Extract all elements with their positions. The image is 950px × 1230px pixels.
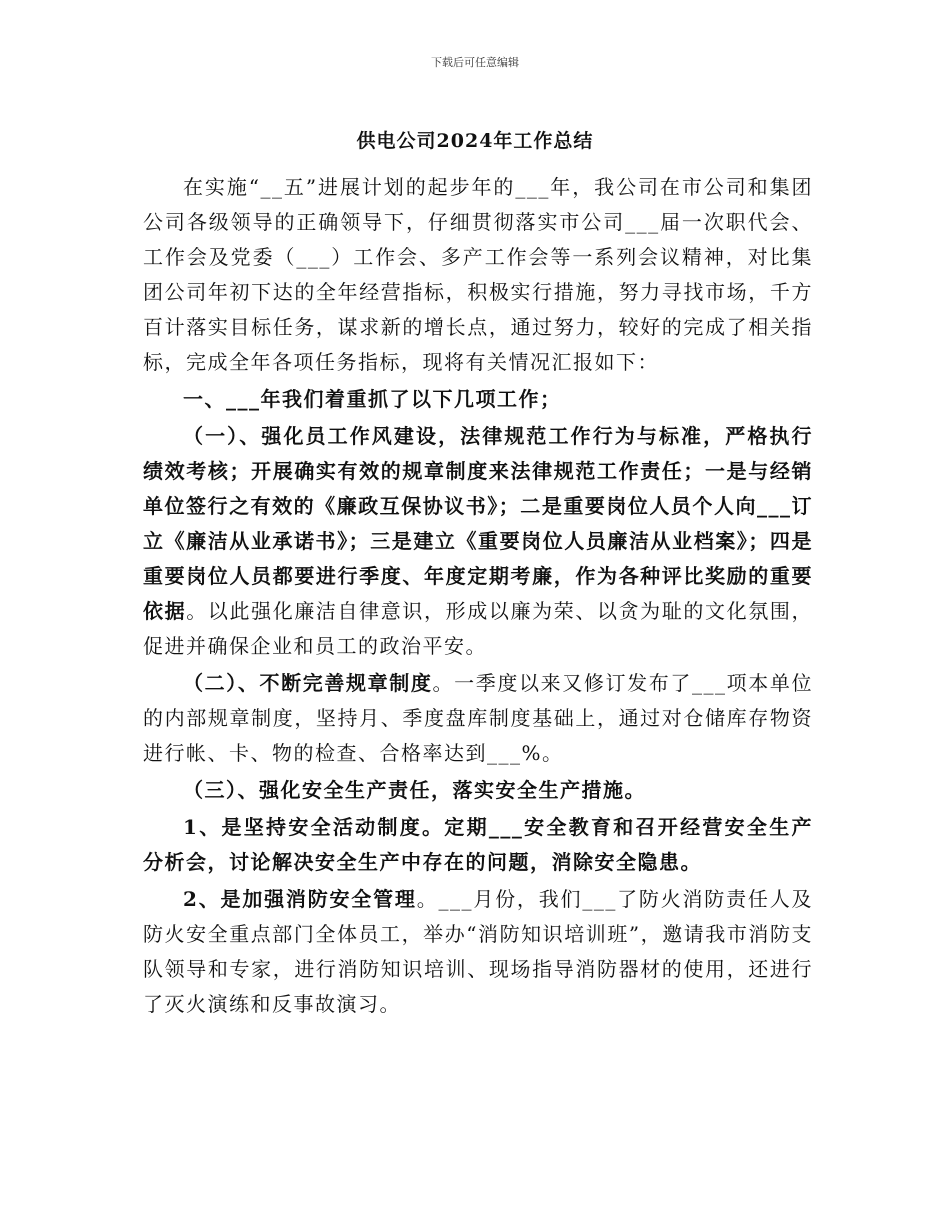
paragraph-normal-text: 。___月份，我们___了防火消防责任人及防火安全重点部门全体员工，举办“消防知识培训班”，邀请我市消防支队领导和专家，进行消防知识培训、现场指导消防器材的使用，还进行了灭火演练和反事故演习。 — [143, 887, 814, 1016]
paragraph-section-1-2 — [143, 666, 813, 771]
paragraph-normal-text: 。以此强化廉洁自律意识，形成以廉为荣、以贪为耻的文化氛围，促进并确保企业和员工的政治平安。 — [143, 599, 814, 658]
paragraph-bold-text: （二）、不断完善规章制度 — [183, 671, 433, 695]
paragraph-bold-text: 2、是加强消防安全管理 — [183, 887, 417, 911]
section-heading-1: 一、___年我们着重抓了以下几项工作； — [183, 387, 562, 411]
paragraph-section-1-3: （三）、强化安全生产责任，落实安全生产措施。 — [183, 778, 646, 802]
paragraph-bold-text: （一）、强化员工作风建设，法律规范工作行为与标准，严格执行绩效考核；开展确实有效的规章制度来法律规范工作责任；一是与经销单位签行之有效的《廉政互保协议书》；二是重要岗位人员个人向___订立《廉洁从业承诺书》；三是建立《重要岗位人员廉洁从业档案》；四是重要岗位人员都要进行季度、年度定期考廉，作为各种评比奖励的重要依据 — [143, 424, 813, 623]
document-body — [143, 170, 813, 1024]
paragraph-normal-text: 。一季度以来又修订发布了___项本单位的内部规章制度，坚持月、季度盘库制度基础上，通过对仓储库存物资进行帐、卡、物的检查、合格率达到___%。 — [143, 671, 813, 765]
paragraph-section-1-1 — [143, 419, 813, 664]
document-title: 供电公司2024年工作总结 — [356, 130, 594, 152]
header-note: 下载后可任意编辑 — [431, 56, 519, 69]
paragraph-item-1: 1、是坚持安全活动制度。定期___安全教育和召开经营安全生产分析会，讨论解决安全生产中存在的问题，消除安全隐患。 — [143, 815, 813, 874]
paragraph-intro: 在实施“__五”进展计划的起步年的___年，我公司在市公司和集团公司各级领导的正确领导下，仔细贯彻落实市公司___届一次职代会、工作会及党委（___）工作会、多产工作会等一系列会议精神，对比集团公司年初下达的全年经营指标，积极实行措施，努力寻找市场，千方百计落实目标任务，谋求新的增长点，通过努力，较好的完成了相关指标，完成全年各项任务指标，现将有关情况汇报如下： — [143, 175, 813, 374]
paragraph-item-2 — [143, 882, 813, 1022]
